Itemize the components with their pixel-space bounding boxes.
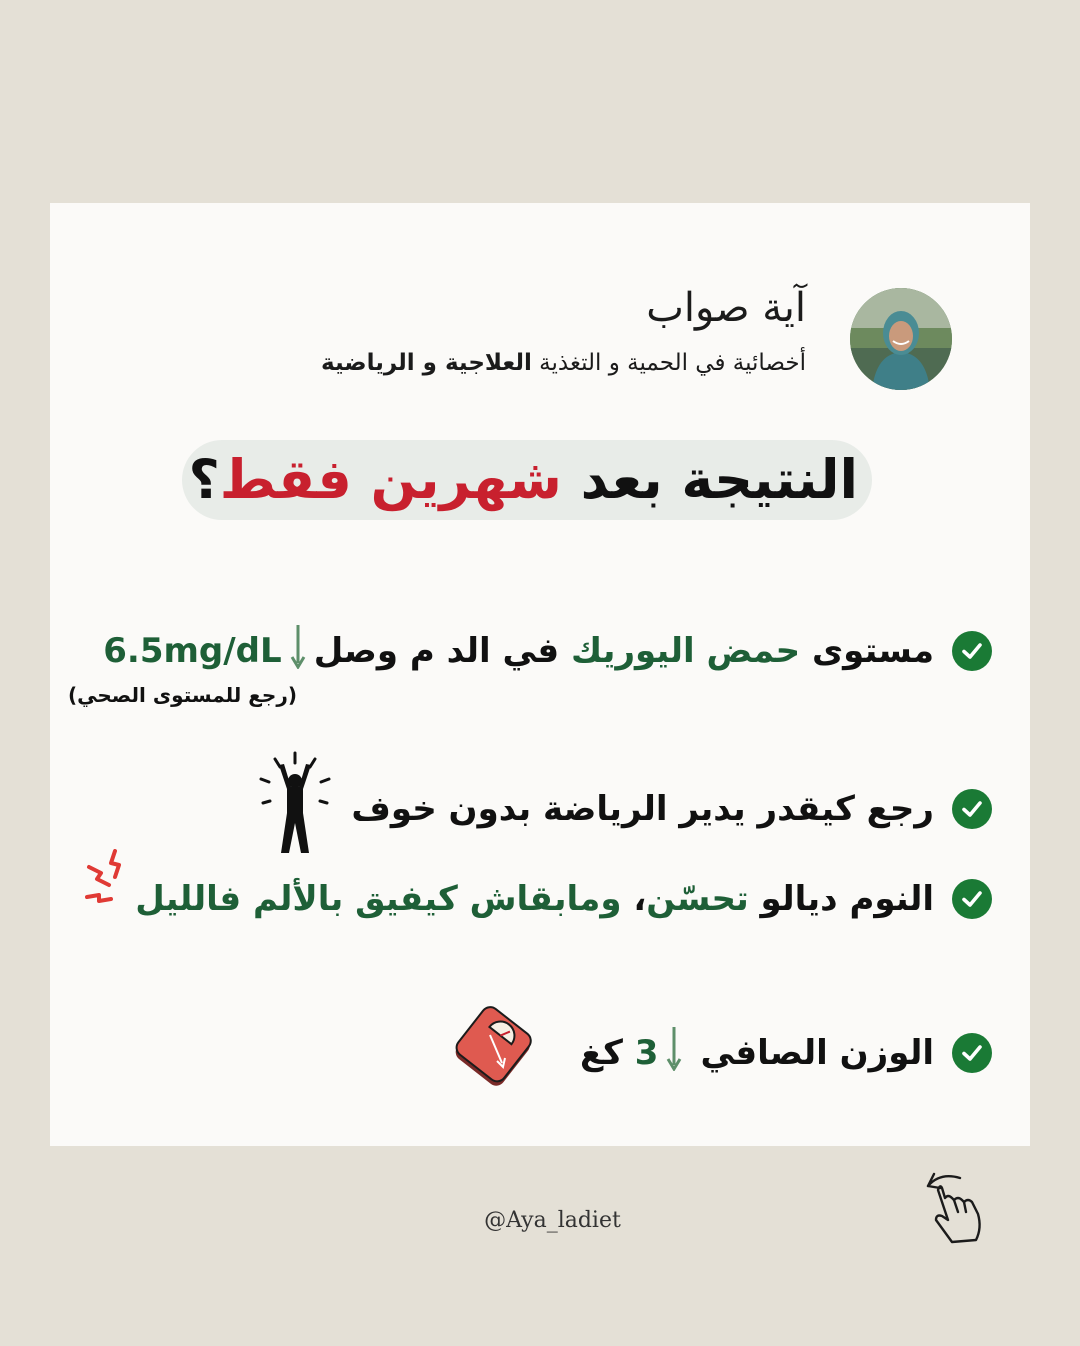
item3-text: النوم ديالو تحسّن، ومابقاش كيفيق بالألم فالليل (135, 879, 934, 919)
result-item-uric-acid (103, 623, 992, 678)
uric-acid-value: 6.5mg/dL (103, 630, 282, 671)
down-arrow-icon (290, 623, 306, 678)
check-circle-icon (952, 1033, 992, 1073)
headline-question-mark: ؟ (188, 448, 220, 511)
content-card (50, 203, 1030, 1146)
author-role (321, 350, 806, 376)
check-circle-icon (952, 789, 992, 829)
headline-highlight: شهرين فقط (219, 448, 562, 511)
check-circle-icon (952, 879, 992, 919)
author-role-bold: العلاجية و الرياضية (321, 350, 532, 376)
weight-value: 3 كغ (579, 1032, 659, 1073)
item2-text: رجع كيقدر يدير الرياضة بدون خوف (351, 788, 934, 829)
pain-burst-icon (85, 849, 131, 918)
item1-text: مستوى حمض اليوريك في الد م وصل (313, 630, 934, 671)
headline (188, 444, 858, 516)
item4-text: الوزن الصافي (700, 1032, 934, 1073)
check-circle-icon (952, 631, 992, 671)
result-item-sleep (85, 879, 992, 919)
weight-scale-icon (444, 1005, 540, 1100)
uric-acid-note: (رجع للمستوى الصحي) (68, 683, 297, 707)
result-item-weight (444, 1005, 992, 1100)
swipe-hand-icon[interactable] (918, 1168, 988, 1246)
headline-part1: النتيجة بعد (561, 448, 858, 511)
author-avatar (850, 288, 952, 390)
instagram-handle: @Aya_ladiet (484, 1208, 621, 1233)
author-role-prefix: أخصائية في الحمية و التغذية (531, 350, 806, 376)
result-item-exercise (257, 751, 992, 866)
down-arrow-icon (666, 1025, 682, 1080)
author-name: آية صواب (646, 285, 806, 331)
person-exercise-icon (257, 751, 333, 866)
